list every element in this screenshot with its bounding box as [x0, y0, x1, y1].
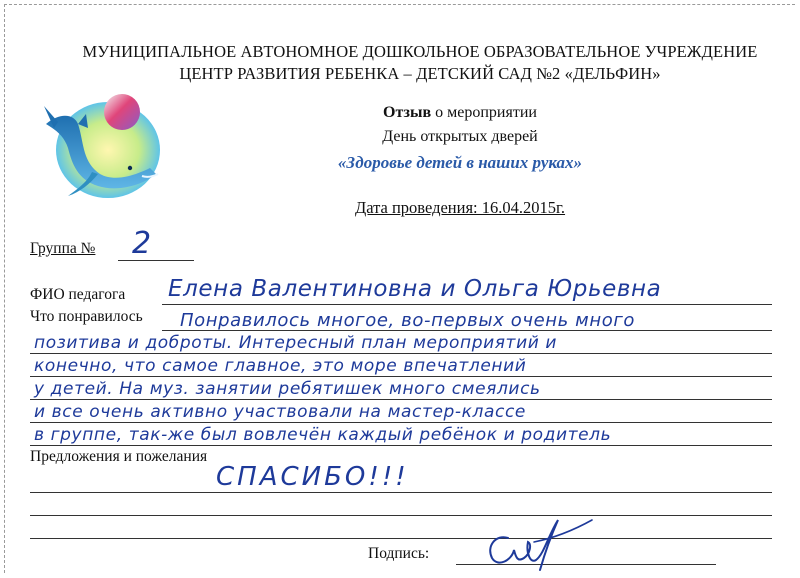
- form-subtitle: День открытых дверей: [382, 128, 538, 145]
- institution-name-line1: МУНИЦИПАЛЬНОЕ АВТОНОМНОЕ ДОШКОЛЬНОЕ ОБРАЗОВАТЕЛЬНОЕ УЧРЕЖДЕНИЕ: [82, 42, 758, 61]
- liked-text-line: в группе, так-же был вовлечён каждый ребёнок и родитель: [34, 425, 612, 445]
- dolphin-logo-icon: [38, 88, 168, 208]
- suggestions-label: Предложения и пожелания: [30, 448, 208, 465]
- form-title: Отзыв о мероприятии: [383, 104, 537, 121]
- liked-text-line: и все очень активно участвовали на мастер-классе: [34, 402, 526, 422]
- suggestions-line-3: [30, 538, 772, 539]
- event-name: «Здоровье детей в наших руках»: [337, 153, 583, 172]
- event-date: Дата проведения: 16.04.2015г.: [354, 198, 566, 217]
- liked-label: Что понравилось: [30, 308, 143, 325]
- liked-text-line: позитива и доброты. Интересный план мероприятий и: [34, 333, 558, 353]
- liked-line-4: [30, 399, 772, 400]
- suggestions-line-2: [30, 515, 772, 516]
- liked-line-5: [30, 422, 772, 423]
- liked-text-line: конечно, что самое главное, это море впечатлений: [34, 356, 527, 376]
- liked-line-2: [30, 353, 772, 354]
- liked-line-6: [30, 445, 772, 446]
- suggestions-value: СПАСИБО!!!: [216, 462, 409, 492]
- liked-text-line: у детей. На муз. занятии ребятишек много смеялись: [34, 379, 541, 399]
- group-value: 2: [132, 226, 152, 261]
- suggestions-line-1: [30, 492, 772, 493]
- signature-label: Подпись:: [368, 545, 430, 562]
- teacher-label: ФИО педагога: [30, 286, 126, 303]
- teacher-value: Елена Валентиновна и Ольга Юрьевна: [168, 276, 662, 302]
- teacher-line: [162, 304, 772, 305]
- liked-text-line: Понравилось многое, во-первых очень много: [180, 310, 635, 331]
- institution-name-line2: ЦЕНТР РАЗВИТИЯ РЕБЕНКА – ДЕТСКИЙ САД №2 «ДЕЛЬФИН»: [179, 64, 661, 83]
- signature-mark-icon: [474, 508, 594, 572]
- group-line: [118, 260, 194, 261]
- group-label: Группа №: [30, 240, 96, 257]
- liked-line-3: [30, 376, 772, 377]
